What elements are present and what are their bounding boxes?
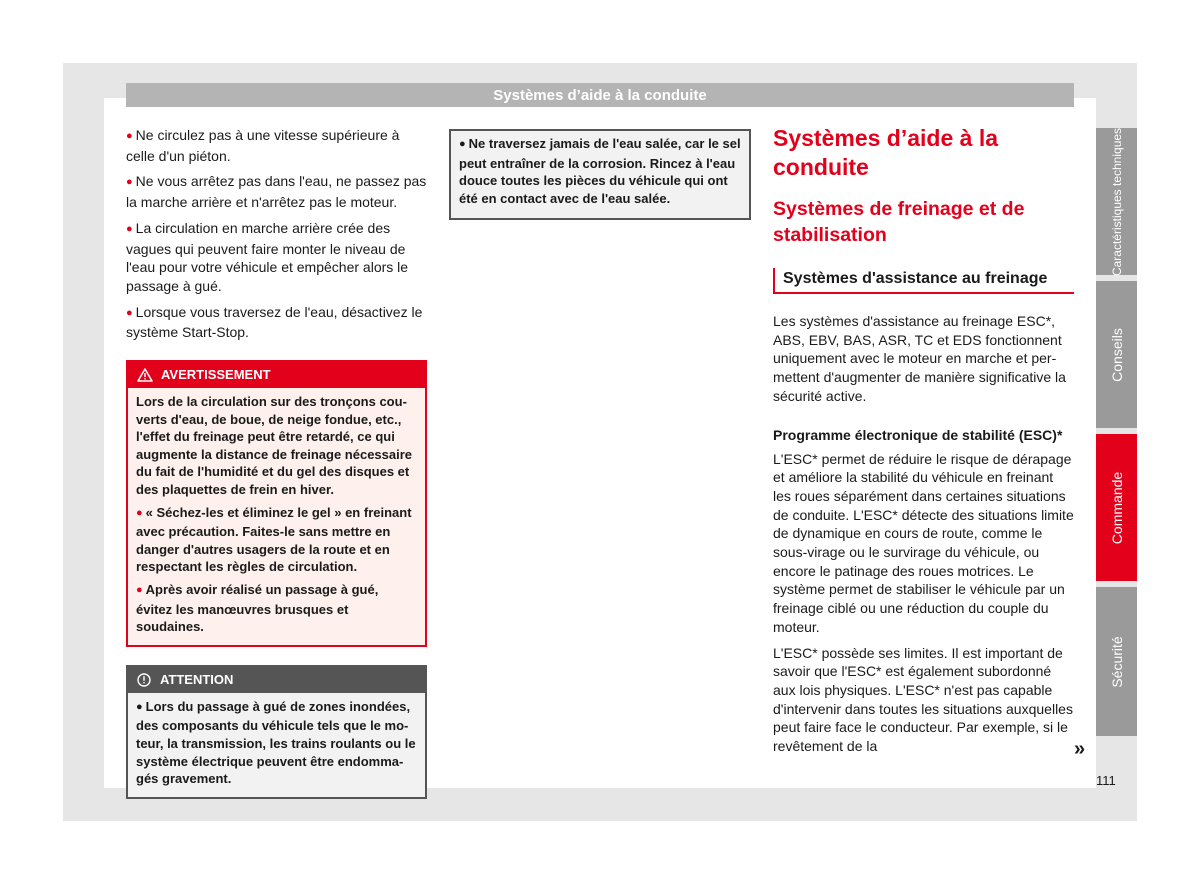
list-item: ● Ne traversez jamais de l'eau salée, car le sel peut entraîner de la corrosion. Rincez à l'eau douce toutes les pièces du véhicule qui ont été en contact avec de l'eau salée. bbox=[459, 136, 741, 206]
bullet-icon: ● bbox=[126, 306, 133, 319]
intro-paragraph: Les systèmes d'assistance au freinage ESC*, ABS, EBV, BAS, ASR, TC et EDS fonctionnent uniquement avec le moteur en marche et permettent d'augmenter de manière significative la sécurité active. bbox=[773, 313, 1066, 404]
bullet-icon: ● bbox=[126, 130, 133, 142]
list-item: ● Ne vous arrêtez pas dans l'eau, ne passez pas la marche arrière et n'arrêtez pas le moteur. bbox=[126, 173, 427, 211]
bullet-icon: ● bbox=[136, 700, 143, 713]
subsection-title: Systèmes d'assistance au freinage bbox=[773, 268, 1074, 294]
attention-box bbox=[126, 665, 427, 799]
right-column bbox=[773, 124, 1074, 763]
list-item: ● La circulation en marche arrière crée des vagues qui peuvent faire monter le niveau de l'eau pour votre véhicule et empêcher alors le passage à gué. bbox=[126, 219, 409, 294]
bullet-icon: ● bbox=[136, 506, 143, 519]
bullet-icon: ● bbox=[126, 222, 133, 235]
list-item: ● Lors du passage à gué de zones inondées, des composants du véhicule tels que le moteur, la transmission, les trains roulants ou le système électrique peuvent être endommagés gravement. bbox=[136, 698, 416, 787]
topic-heading: Programme électronique de stabilité (ESC)* bbox=[773, 426, 1063, 443]
continue-arrow-icon: » bbox=[1074, 738, 1086, 760]
note-body bbox=[451, 131, 749, 218]
chapter-title: Systèmes d’aide à la conduite bbox=[773, 125, 999, 180]
section-title: Systèmes de freinage et de stabilisation bbox=[773, 198, 1025, 246]
left-column bbox=[126, 126, 427, 799]
list-item: ● Après avoir réalisé un passage à gué, évitez les manœuvres brusques et soudaines. bbox=[136, 581, 379, 635]
warning-body bbox=[128, 388, 425, 645]
warning-label: AVERTISSEMENT bbox=[161, 367, 271, 383]
attention-header bbox=[128, 667, 425, 693]
warning-header bbox=[128, 362, 425, 388]
body-paragraph: L'ESC* permet de réduire le risque de dérapage et améliore la stabilité du véhicule en freinant les roues séparément dans certaines situations de conduite. L'ESC* détecte des situations limite de dynamique en cours de route, comme le sous-virage ou le survirage du véhicule, ou encore le patinage des roues motrices. Le système permet de stabiliser le véhicule par un freinage ciblé ou une réduction du couple du moteur. bbox=[773, 450, 1074, 635]
bullet-icon: ● bbox=[136, 583, 143, 596]
list-item: ● « Séchez-les et éliminez le gel » en freinant avec précaution. Faites-le sans mettre en danger d'autres usagers de la route et en respectant les règles de circulation. bbox=[136, 504, 412, 575]
running-header: Systèmes d’aide à la conduite bbox=[126, 83, 1074, 107]
body-paragraph: L'ESC* possède ses limites. Il est important de savoir que l'ESC* est également subordonné aux lois physiques. L'ESC* n'est pas capable d'intervenir dans toutes les situations auxquelles peut faire face le conducteur. Par exemple, si le revêtement de la bbox=[773, 644, 1073, 755]
warning-box bbox=[126, 360, 427, 647]
page-number: 111 bbox=[1096, 773, 1116, 788]
attention-label: ATTENTION bbox=[160, 671, 234, 687]
note-box bbox=[449, 129, 751, 220]
tab-commande[interactable]: Commande bbox=[1096, 434, 1137, 581]
tab-caracteristiques-techniques[interactable]: Caractéristiques techniques bbox=[1096, 128, 1137, 275]
middle-column bbox=[449, 126, 751, 220]
bullet-icon: ● bbox=[459, 138, 466, 150]
tab-securite[interactable]: Sécurité bbox=[1096, 587, 1137, 736]
list-item: ● Lorsque vous traversez de l'eau, désactivez le système Start-Stop. bbox=[126, 303, 423, 341]
tab-conseils[interactable]: Conseils bbox=[1096, 281, 1137, 428]
list-item: ● Ne circulez pas à une vitesse supérieure à celle d'un piéton. bbox=[126, 127, 400, 164]
warning-text: Lors de la circulation sur des tronçons couverts d'eau, de boue, de neige fondue, etc., l'effet du freinage peut être retardé, ce qui augmente la distance de freinage nécessaire du fait de l'humidité et du gel des disques et des plaquettes de frein en hiver. bbox=[136, 394, 413, 497]
bullet-icon: ● bbox=[126, 176, 133, 189]
warning-triangle-icon bbox=[137, 368, 153, 382]
attention-body bbox=[128, 693, 425, 797]
exclamation-circle-icon bbox=[137, 673, 151, 687]
